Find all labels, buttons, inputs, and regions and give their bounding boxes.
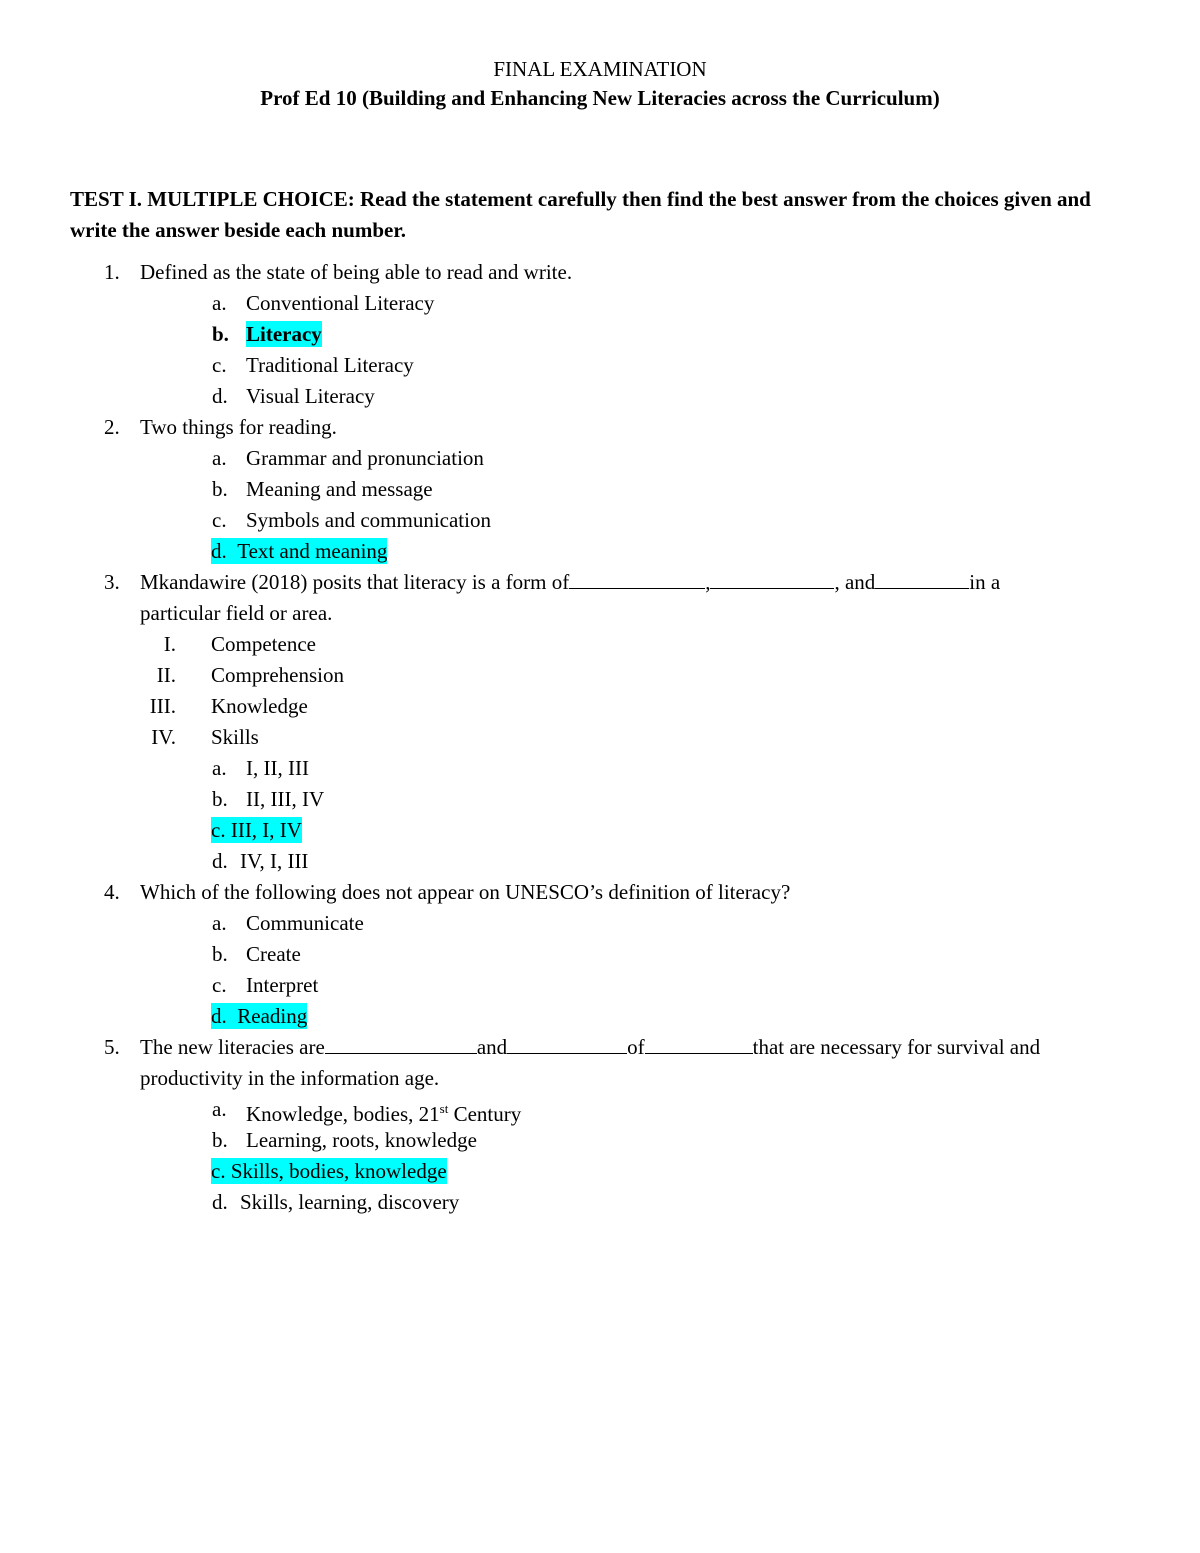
option-text: Communicate [246, 911, 364, 935]
answer-blank [875, 570, 969, 589]
option-label: d. [212, 1190, 228, 1214]
option-text-part: Knowledge, bodies, 21 [246, 1102, 440, 1126]
option-text: Meaning and message [246, 477, 433, 501]
superscript: st [439, 1101, 449, 1116]
option-label: a. [212, 291, 227, 315]
option-text: Create [246, 942, 301, 966]
roman-text: Skills [211, 725, 259, 749]
option-label: d. [212, 849, 228, 873]
question-text: Defined as the state of being able to read and write. [140, 260, 573, 284]
question-text: Two things for reading. [140, 415, 337, 439]
question-text-continued: productivity in the information age. [140, 1066, 440, 1090]
option-label-answer: b. [212, 322, 229, 346]
answer-blank [569, 570, 705, 589]
option-text: Traditional Literacy [246, 353, 414, 377]
answer-highlight [211, 817, 302, 843]
option-label: b. [212, 1128, 228, 1152]
option-text: Grammar and pronunciation [246, 446, 484, 470]
answer-blank [645, 1035, 753, 1054]
question-number: 2. [104, 415, 120, 439]
question-text-part: in a [969, 570, 1001, 594]
option-text-part: Century [448, 1102, 522, 1126]
roman-label: II. [156, 663, 176, 687]
question-text-part: that are necessary for survival and [752, 1035, 1041, 1059]
question-number: 5. [104, 1035, 120, 1059]
question-text-part: of [627, 1035, 645, 1059]
option-label: c. [212, 508, 227, 532]
option-text-answer: III, I, IV [230, 818, 302, 842]
option-text: II, III, IV [246, 787, 325, 811]
question-text: Which of the following does not appear on UNESCO’s definition of literacy? [140, 880, 791, 904]
question-text-part: , [705, 570, 711, 594]
option-label: a. [212, 1097, 227, 1121]
option-text: IV, I, III [240, 849, 309, 873]
test-heading: TEST I. MULTIPLE CHOICE: Read the statement carefully then find the best answer from the choices given and write the answer beside each number. [70, 187, 1091, 242]
option-label: b. [212, 942, 228, 966]
roman-text: Competence [211, 632, 316, 656]
option-label: a. [212, 756, 227, 780]
option-text: Conventional Literacy [246, 291, 435, 315]
answer-blank [710, 570, 834, 589]
option-label-answer: c. [211, 1159, 226, 1183]
option-label: a. [212, 446, 227, 470]
roman-label: IV. [151, 725, 176, 749]
option-text-answer: Text and meaning [237, 539, 388, 563]
option-label-answer: c. [211, 818, 226, 842]
answer-highlight [211, 1158, 447, 1184]
exam-title: FINAL EXAMINATION [493, 57, 707, 81]
option-text-answer: Skills, bodies, knowledge [230, 1159, 447, 1183]
roman-text: Comprehension [211, 663, 344, 687]
answer-blank [507, 1035, 627, 1054]
question-number: 3. [104, 570, 120, 594]
question-text-part: The new literacies are [140, 1035, 325, 1059]
option-label: c. [212, 353, 227, 377]
answer-blank [325, 1035, 477, 1054]
option-label-answer: d. [211, 1004, 227, 1028]
option-label: d. [212, 384, 228, 408]
option-text [246, 1096, 521, 1127]
question-text-part: , and [834, 570, 876, 594]
roman-label: III. [149, 694, 176, 718]
question-text-part: Mkandawire (2018) posits that literacy is a form of [140, 570, 570, 594]
option-label: a. [212, 911, 227, 935]
option-text: I, II, III [246, 756, 309, 780]
option-text: Interpret [246, 973, 319, 997]
question-number: 1. [104, 260, 120, 284]
question-number: 4. [104, 880, 120, 904]
option-text-answer: Reading [237, 1004, 308, 1028]
course-title: Prof Ed 10 (Building and Enhancing New Literacies across the Curriculum) [260, 86, 940, 110]
question-text [140, 1034, 1040, 1060]
option-text: Symbols and communication [246, 508, 491, 532]
option-label: b. [212, 787, 228, 811]
option-text: Learning, roots, knowledge [246, 1128, 477, 1152]
roman-text: Knowledge [211, 694, 308, 718]
answer-highlight [211, 538, 387, 564]
option-text: Skills, learning, discovery [240, 1190, 460, 1214]
option-label-answer: d. [211, 539, 227, 563]
question-text-continued: particular field or area. [140, 601, 333, 625]
answer-highlight [211, 1003, 307, 1029]
roman-label: I. [163, 632, 176, 656]
option-text-answer: Literacy [246, 322, 322, 346]
option-label: c. [212, 973, 227, 997]
option-label: b. [212, 477, 228, 501]
option-text: Visual Literacy [246, 384, 375, 408]
question-text-part: and [476, 1035, 508, 1059]
question-text [140, 569, 1000, 595]
